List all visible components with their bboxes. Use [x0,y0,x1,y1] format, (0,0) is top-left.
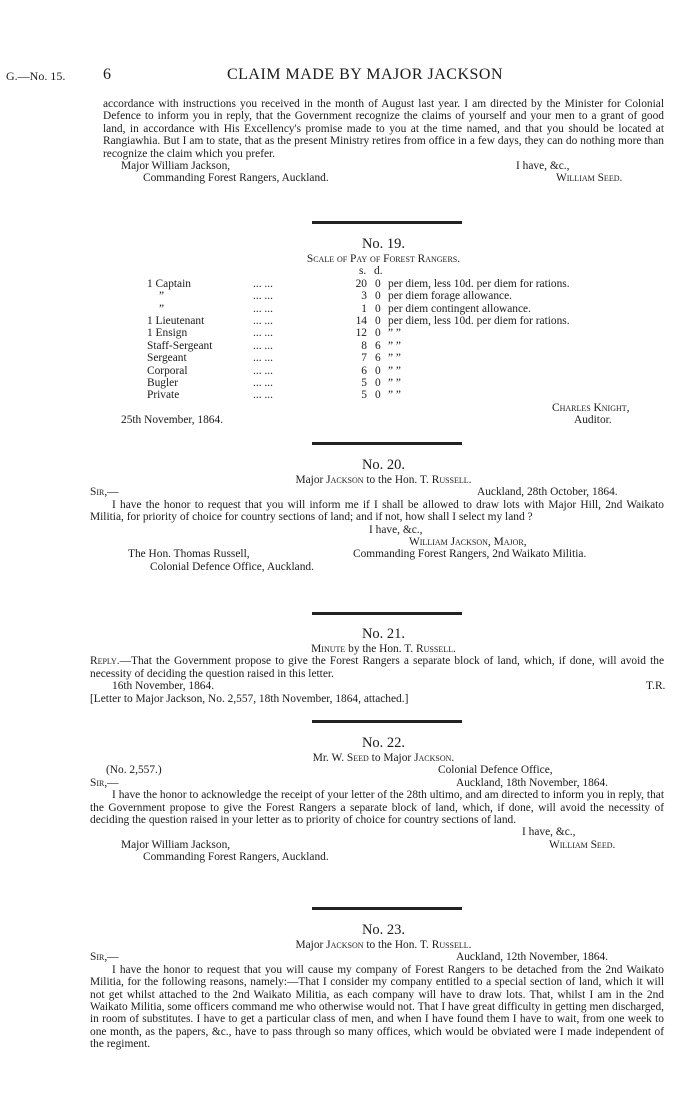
doc-22-paragraph: I have the honor to acknowledge the receipt of your letter of the 28th ultimo, and am directed to inform you in reply, that the Government propose to give the Forest Rangers a separate block of land, which, if done, will avoid the necessity of deciding the question raised in your letter as to priority of choice for country sections of land. [90,789,664,826]
pay-pence: 6 [375,352,381,365]
pay-leader-dots: ... ... [253,389,273,402]
section-divider [312,907,462,910]
pay-pence: 6 [375,339,381,352]
pay-leader-dots: ... ... [253,327,273,340]
intro-closing-row [103,160,664,172]
doc-20-salutation-row [90,486,664,499]
intro-addressee-office: Commanding Forest Rangers, Auckland. [143,172,329,185]
paper-reference: G.—No. 15. [6,69,66,83]
pay-shillings: 3 [361,290,367,303]
pay-rank: Private [147,389,180,402]
subtitle-part: Minute [311,643,346,655]
col-shillings: s. [359,265,367,278]
doc-20-addressee-row [103,548,664,560]
doc-20-addressee: The Hon. Thomas Russell, [128,548,250,561]
doc-19-signature-row [103,402,664,414]
subtitle-part: Jackson. [414,752,455,764]
doc-22-addressee-office: Commanding Forest Rangers, Auckland. [143,851,329,864]
pay-leader-dots: ... ... [253,376,273,389]
doc-19-subtitle: Scale of Pay of Forest Rangers. [306,253,461,265]
doc-22 [90,735,664,864]
subtitle-part: Major [295,474,327,486]
doc-23-salutation-row [90,951,664,964]
subtitle-part: Major [295,939,327,951]
intro-addressee: Major William Jackson, [121,160,231,173]
pay-row [103,365,664,377]
subtitle-part: Jackson [326,939,364,951]
pay-note: ” ” [388,389,401,402]
reply-text: —That the Government propose to give the Forest Rangers a separate block of land, which, if done, will avoid the necessity of deciding the question raised in this letter. [90,655,664,680]
pay-row [103,340,664,352]
pay-pence: 0 [375,277,381,290]
pay-shillings: 14 [355,314,367,327]
pay-row [103,303,664,315]
pay-rank: Bugler [147,376,179,389]
doc-21-date-row [103,680,664,692]
pay-leader-dots: ... ... [253,364,273,377]
pay-shillings: 8 [361,339,367,352]
doc-22-closing: I have, &c., [522,826,576,839]
subtitle-part: by the Hon. T. [345,643,417,655]
doc-23 [90,922,664,1051]
pay-rank: Corporal [147,364,188,377]
pay-rank: Staff-Sergeant [147,339,213,352]
doc-21-initials: T.R. [646,680,666,693]
doc-19-date: 25th November, 1864. [121,414,224,427]
doc-21-number: No. 21. [361,626,406,642]
subtitle-part: Seed [346,752,369,764]
pay-note: per diem contingent allowance. [388,302,531,315]
doc-22-signature: William Seed. [549,838,616,851]
pay-row [103,315,664,327]
pay-rank: ” [159,302,165,315]
doc-22-closing-row [103,826,664,838]
doc-20-closing-row [103,524,664,536]
doc-19-number: No. 19. [361,236,406,252]
pay-row [103,352,664,364]
doc-23-paragraph: I have the honor to request that you will cause my company of Forest Rangers to be detached from the 2nd Waikato Militia, for the following reasons, namely:—That I consider my company entitled to a special section of land, which it will not get whilst attached to the 2nd Waikato Militia, as each company will have to draw lots. That, whilst I am in the 2nd Waikato Militia, some officers command me who otherwise would not. That I have great difficulty in getting men discharged, in room of substitutes. I have to get a particular class of men, and when I have found them I have to wait, from one week to one month, as the papers, &c., have to pass through so many offices, which would be obviated were I made independent of the regiment. [90,963,664,1051]
doc-22-office: Colonial Defence Office, [438,764,553,777]
doc-19 [103,236,664,426]
pay-row [103,389,664,401]
pay-rank: Sergeant [147,352,187,365]
doc-21-date: 16th November, 1864. [112,680,215,693]
doc-22-ref: (No. 2,557.) [106,764,162,777]
section-divider [312,221,462,224]
pay-note: per diem, less 10d. per diem for rations. [388,277,570,290]
doc-22-office-row [103,851,664,863]
pay-shillings: 6 [361,364,367,377]
doc-20-salutation: Sir,— [90,486,119,499]
pay-table [103,278,664,402]
pay-pence: 0 [375,364,381,377]
pay-note: ” ” [388,352,401,365]
doc-20-signature-row [103,536,664,548]
doc-22-ref-row [103,764,664,776]
pay-leader-dots: ... ... [253,277,273,290]
pay-note: ” ” [388,327,401,340]
subtitle-part: to the Hon. T. [363,474,432,486]
subtitle-part: to the Hon. T. [363,939,432,951]
pay-rank: ” [159,290,165,303]
doc-19-date-row [103,414,664,426]
doc-22-place-date: Auckland, 18th November, 1864. [456,776,609,789]
doc-21-paragraph [90,655,664,680]
doc-19-signature: Charles Knight, [552,401,630,414]
intro-section [103,98,664,185]
doc-23-place-date: Auckland, 12th November, 1864. [456,951,609,964]
pay-note: ” ” [388,339,401,352]
subtitle-part: to Major [368,752,415,764]
pay-leader-dots: ... ... [253,302,273,315]
pay-note: ” ” [388,376,401,389]
pay-row [103,327,664,339]
subtitle-part: Russell. [431,474,472,486]
section-divider [312,442,462,445]
doc-23-number: No. 23. [361,922,406,938]
pay-pence: 0 [375,389,381,402]
reply-label: Reply. [90,655,120,668]
section-divider [312,612,462,615]
intro-paragraph: accordance with instructions you received in the month of August last year. I am directed by the Minister for Colonial Defence to inform you in reply, that the Government recognize the claims of yourself and your men to a grant of good land, in accordance with His Excellency's promise made to you at the time named, and that you should be located at Rangiawhia. But I am to state, that as the present Ministry retires from office in a few days, they can do nothing more than recognize the claim which you prefer. [103,98,664,160]
subtitle-part: Russell. [416,643,456,655]
subtitle-part: Mr. W. [312,752,347,764]
doc-20-addressee-office: Colonial Defence Office, Auckland. [150,560,314,573]
pay-rank: 1 Ensign [147,327,188,340]
pay-pence: 0 [375,302,381,315]
pay-note: per diem forage allowance. [388,290,512,303]
pay-pence: 0 [375,376,381,389]
doc-19-signature-title: Auditor. [574,414,612,427]
doc-20-office-row [103,561,664,573]
doc-20-closing: I have, &c., [369,523,423,536]
pay-row [103,290,664,302]
pay-leader-dots: ... ... [253,314,273,327]
pay-rank: 1 Lieutenant [147,314,205,327]
doc-20-number: No. 20. [361,457,406,473]
section-divider [312,720,462,723]
doc-22-subtitle [103,752,664,764]
doc-20-place-date: Auckland, 28th October, 1864. [477,486,618,499]
col-pence: d. [374,265,383,278]
pay-leader-dots: ... ... [253,339,273,352]
pay-shillings: 20 [355,277,367,290]
pay-row [103,278,664,290]
intro-signature-row [103,172,664,184]
intro-signature: William Seed. [556,172,623,185]
doc-21-subtitle [103,643,664,655]
pay-pence: 0 [375,327,381,340]
subtitle-part: Jackson [326,474,364,486]
pay-shillings: 1 [361,302,367,315]
doc-23-salutation: Sir,— [90,951,119,964]
pay-shillings: 5 [361,389,367,402]
pay-leader-dots: ... ... [253,290,273,303]
pay-rank: 1 Captain [147,277,191,290]
subtitle-part: Russell. [431,939,472,951]
pay-column-headers [103,265,664,277]
doc-22-number: No. 22. [361,735,406,751]
doc-20 [90,457,664,573]
doc-23-subtitle [103,939,664,951]
doc-21 [90,626,666,705]
doc-20-signature: William Jackson, Major, [409,536,527,548]
doc-22-salutation: Sir,— [90,776,119,789]
doc-21-note: [Letter to Major Jackson, No. 2,557, 18th November, 1864, attached.] [90,692,409,705]
pay-note: ” ” [388,364,401,377]
intro-closing: I have, &c., [516,160,570,173]
page-title: CLAIM MADE BY MAJOR JACKSON [226,66,504,83]
pay-pence: 0 [375,314,381,327]
pay-row [103,377,664,389]
page-number: 6 [103,66,111,83]
pay-shillings: 7 [361,352,367,365]
doc-20-paragraph: I have the honor to request that you will inform me if I shall be allowed to draw lots with Major Hill, 2nd Waikato Militia, for priority of choice for country sections of land; and if not, how shall I select my land ? [90,498,664,524]
pay-pence: 0 [375,290,381,303]
doc-21-note-row [90,692,664,705]
doc-22-addressee: Major William Jackson, [121,838,231,851]
pay-shillings: 5 [361,376,367,389]
pay-note: per diem, less 10d. per diem for rations. [388,314,570,327]
doc-20-signature-title: Commanding Forest Rangers, 2nd Waikato Militia. [353,548,587,561]
doc-20-subtitle [103,474,664,486]
pay-shillings: 12 [355,327,367,340]
doc-22-signature-row [103,839,664,851]
doc-22-salutation-row [90,776,664,789]
pay-leader-dots: ... ... [253,352,273,365]
